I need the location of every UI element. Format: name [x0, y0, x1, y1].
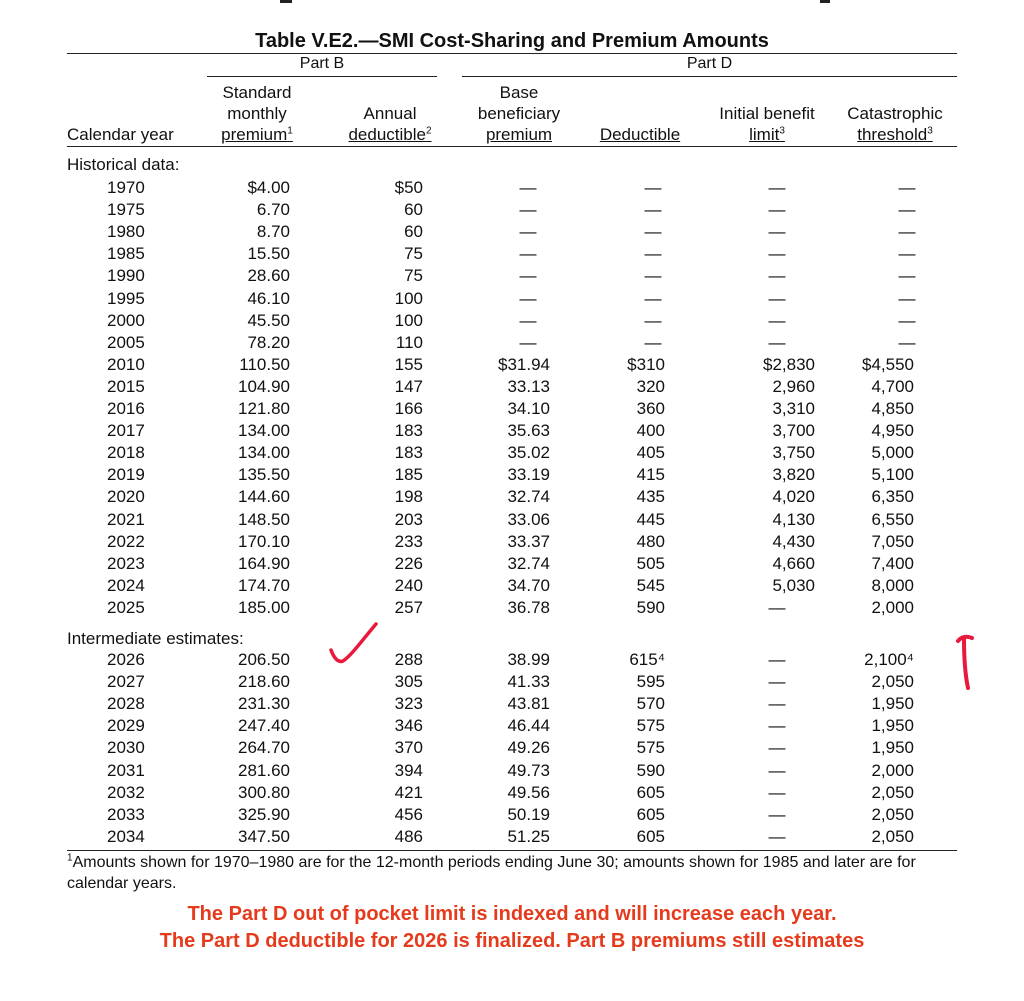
cell-year: 2015 — [107, 376, 145, 396]
cell-standard-premium: 347.50 — [238, 826, 290, 846]
cell-year: 2030 — [107, 738, 145, 758]
cell-year: 2024 — [107, 575, 145, 595]
page-edge-rule-right — [820, 0, 830, 3]
cell-deductible: 415 — [636, 465, 665, 485]
cell-base-premium: 33.19 — [507, 465, 550, 485]
cell-deductible: $310 — [627, 354, 665, 374]
cell-catastrophic-threshold: 7,050 — [871, 531, 914, 551]
annotation-note-line-2: The Part D deductible for 2026 is finalized. Part B premiums still estimates — [159, 930, 865, 952]
table-row — [0, 178, 1024, 200]
cell-deductible: 320 — [636, 376, 665, 396]
cell-deductible: 480 — [636, 531, 665, 551]
cell-catastrophic-threshold: — — [898, 332, 916, 352]
cell-initial-benefit-limit: — — [768, 597, 786, 617]
table-row — [0, 377, 1024, 399]
table-row — [0, 200, 1024, 222]
cell-year: 2000 — [107, 310, 145, 330]
section-label-intermediate: Intermediate estimates: — [67, 629, 244, 648]
cell-catastrophic-threshold: 5,100 — [871, 465, 914, 485]
cell-initial-benefit-limit: — — [768, 650, 786, 669]
cell-base-premium: 35.02 — [507, 443, 550, 463]
cell-standard-premium: 121.80 — [238, 399, 290, 418]
table-row — [0, 650, 1024, 672]
footnote: $^1$Amounts shown for 1970–1980 are for the 12-month periods ending June 30; amounts shown for 1985 and later are for calendar years. — [67, 852, 916, 892]
col-header-base-beneficiary-premium: Base beneficiary premium — [477, 83, 561, 144]
group-part-b-rule — [207, 76, 437, 77]
section-label-historical: Historical data: — [67, 155, 180, 174]
header-rule — [67, 146, 957, 147]
cell-catastrophic-threshold: 2,100⁴ — [864, 650, 914, 669]
cell-annual-deductible: 421 — [394, 782, 423, 802]
cell-deductible: 400 — [636, 421, 665, 441]
cell-initial-benefit-limit: — — [768, 804, 786, 824]
cell-catastrophic-threshold: 1,950 — [871, 738, 914, 758]
red-ink-mark-icon — [950, 630, 980, 695]
cell-annual-deductible: 183 — [394, 443, 423, 463]
cell-year: 2005 — [107, 332, 145, 352]
col-header-standard-monthly-premium: Standard monthly premium$^1$ — [221, 83, 293, 144]
cell-initial-benefit-limit: $2,830 — [763, 354, 815, 374]
cell-standard-premium: 325.90 — [238, 804, 290, 824]
cell-deductible: — — [644, 244, 662, 264]
cell-year: 2027 — [107, 672, 145, 692]
cell-year: 2029 — [107, 716, 145, 736]
cell-initial-benefit-limit: — — [768, 178, 786, 197]
group-part-d: Part D — [686, 55, 733, 72]
cell-deductible: 505 — [636, 553, 665, 573]
cell-deductible: 360 — [636, 399, 665, 418]
table-row — [0, 399, 1024, 421]
cell-standard-premium: 134.00 — [238, 443, 290, 463]
cell-deductible: — — [644, 200, 662, 220]
table-row — [0, 421, 1024, 443]
cell-initial-benefit-limit: — — [768, 288, 786, 308]
cell-base-premium: 43.81 — [507, 694, 550, 714]
cell-catastrophic-threshold: — — [898, 266, 916, 286]
cell-deductible: 605 — [636, 826, 665, 846]
cell-base-premium: — — [519, 266, 537, 286]
cell-year: 2033 — [107, 804, 145, 824]
cell-year: 2034 — [107, 826, 145, 846]
cell-annual-deductible: 147 — [394, 376, 423, 396]
cell-deductible: 590 — [636, 760, 665, 780]
cell-base-premium: 34.10 — [507, 399, 550, 418]
cell-year: 2018 — [107, 443, 145, 463]
cell-standard-premium: 164.90 — [238, 553, 290, 573]
group-part-b: Part B — [299, 55, 345, 72]
cell-base-premium: 32.74 — [507, 487, 550, 507]
cell-base-premium: 35.63 — [507, 421, 550, 441]
cell-annual-deductible: 226 — [394, 553, 423, 573]
cell-catastrophic-threshold: $4,550 — [862, 354, 914, 374]
cell-deductible: 435 — [636, 487, 665, 507]
table-row — [0, 244, 1024, 266]
red-checkmark-icon — [325, 620, 385, 670]
cell-annual-deductible: 60 — [404, 222, 423, 242]
annotation-note-line-1: The Part D out of pocket limit is indexed and will increase each year. — [187, 903, 837, 925]
cell-annual-deductible: 486 — [394, 826, 423, 846]
cell-base-premium: 46.44 — [507, 716, 550, 736]
cell-standard-premium: 134.00 — [238, 421, 290, 441]
cell-initial-benefit-limit: 4,020 — [772, 487, 815, 507]
cell-initial-benefit-limit: — — [768, 738, 786, 758]
cell-standard-premium: 218.60 — [238, 672, 290, 692]
cell-standard-premium: 15.50 — [247, 244, 290, 264]
page-edge-rule-left — [280, 0, 292, 3]
cell-annual-deductible: 198 — [394, 487, 423, 507]
cell-base-premium: 41.33 — [507, 672, 550, 692]
cell-initial-benefit-limit: — — [768, 200, 786, 220]
cell-deductible: — — [644, 288, 662, 308]
cell-catastrophic-threshold: — — [898, 222, 916, 242]
table-row — [0, 266, 1024, 288]
col-header-catastrophic-threshold: Catastrophic threshold$^3$ — [847, 104, 943, 144]
table-row — [0, 333, 1024, 355]
cell-year: 2025 — [107, 597, 145, 617]
cell-deductible: 615⁴ — [629, 650, 665, 669]
table-row — [0, 805, 1024, 827]
cell-initial-benefit-limit: 4,660 — [772, 553, 815, 573]
cell-year: 1990 — [107, 266, 145, 286]
cell-annual-deductible: 155 — [394, 354, 423, 374]
cell-annual-deductible: 100 — [394, 288, 423, 308]
cell-initial-benefit-limit: — — [768, 716, 786, 736]
table-row — [0, 694, 1024, 716]
cell-year: 2022 — [107, 531, 145, 551]
cell-initial-benefit-limit: 2,960 — [772, 376, 815, 396]
cell-deductible: 570 — [636, 694, 665, 714]
cell-base-premium: — — [519, 288, 537, 308]
title-rule — [67, 53, 957, 54]
table-row — [0, 716, 1024, 738]
cell-base-premium: 32.74 — [507, 553, 550, 573]
cell-initial-benefit-limit: 3,750 — [772, 443, 815, 463]
cell-year: 1995 — [107, 288, 145, 308]
cell-standard-premium: 110.50 — [239, 354, 290, 374]
cell-base-premium: 51.25 — [507, 826, 550, 846]
table-row — [0, 510, 1024, 532]
cell-initial-benefit-limit: — — [768, 332, 786, 352]
cell-year: 1985 — [107, 244, 145, 264]
cell-annual-deductible: 203 — [394, 509, 423, 529]
cell-year: 2031 — [107, 760, 145, 780]
cell-base-premium: 33.06 — [507, 509, 550, 529]
cell-catastrophic-threshold: 5,000 — [871, 443, 914, 463]
cell-initial-benefit-limit: — — [768, 222, 786, 242]
cell-standard-premium: 174.70 — [238, 575, 290, 595]
table-row — [0, 465, 1024, 487]
cell-deductible: 405 — [636, 443, 665, 463]
cell-annual-deductible: 456 — [394, 804, 423, 824]
cell-base-premium: — — [519, 332, 537, 352]
cell-standard-premium: 8.70 — [256, 222, 290, 242]
cell-year: 1980 — [107, 222, 145, 242]
cell-deductible: 590 — [636, 597, 665, 617]
cell-catastrophic-threshold: 6,550 — [871, 509, 914, 529]
cell-catastrophic-threshold: — — [898, 310, 916, 330]
cell-deductible: 605 — [636, 804, 665, 824]
cell-deductible: — — [644, 266, 662, 286]
cell-catastrophic-threshold: 2,050 — [871, 782, 914, 802]
cell-annual-deductible: 185 — [394, 465, 423, 485]
cell-catastrophic-threshold: — — [898, 200, 916, 220]
cell-standard-premium: 78.20 — [247, 332, 290, 352]
cell-catastrophic-threshold: 2,000 — [871, 760, 914, 780]
cell-annual-deductible: 305 — [394, 672, 423, 692]
col-header-initial-benefit-limit: Initial benefit limit$^3$ — [719, 104, 815, 144]
cell-catastrophic-threshold: 1,950 — [871, 694, 914, 714]
cell-catastrophic-threshold: 4,700 — [871, 376, 914, 396]
cell-standard-premium: 231.30 — [238, 694, 290, 714]
cell-catastrophic-threshold: — — [898, 244, 916, 264]
cell-year: 2019 — [107, 465, 145, 485]
cell-standard-premium: 281.60 — [238, 760, 290, 780]
table-row — [0, 598, 1024, 620]
table-row — [0, 827, 1024, 849]
cell-initial-benefit-limit: — — [768, 266, 786, 286]
cell-annual-deductible: 394 — [394, 760, 423, 780]
cell-year: 2017 — [107, 421, 145, 441]
cell-base-premium: 33.37 — [507, 531, 550, 551]
cell-initial-benefit-limit: 4,130 — [772, 509, 815, 529]
cell-initial-benefit-limit: 5,030 — [772, 575, 815, 595]
cell-initial-benefit-limit: — — [768, 826, 786, 846]
cell-deductible: 605 — [636, 782, 665, 802]
cell-initial-benefit-limit: — — [768, 760, 786, 780]
cell-year: 1970 — [107, 178, 145, 197]
cell-standard-premium: 45.50 — [247, 310, 290, 330]
cell-catastrophic-threshold: 8,000 — [871, 575, 914, 595]
table-row — [0, 672, 1024, 694]
cell-base-premium: 38.99 — [507, 650, 550, 669]
cell-base-premium: 36.78 — [507, 597, 550, 617]
cell-base-premium: 49.73 — [507, 760, 550, 780]
cell-initial-benefit-limit: 3,700 — [772, 421, 815, 441]
cell-annual-deductible: 288 — [394, 650, 423, 669]
cell-base-premium: — — [519, 178, 537, 197]
cell-base-premium: — — [519, 244, 537, 264]
cell-annual-deductible: 60 — [404, 200, 423, 220]
cell-base-premium: 49.56 — [507, 782, 550, 802]
cell-deductible: 445 — [636, 509, 665, 529]
cell-year: 2023 — [107, 553, 145, 573]
table-row — [0, 554, 1024, 576]
cell-year: 1975 — [107, 200, 145, 220]
cell-deductible: — — [644, 310, 662, 330]
cell-standard-premium: 264.70 — [238, 738, 290, 758]
table-row — [0, 487, 1024, 509]
cell-initial-benefit-limit: 4,430 — [772, 531, 815, 551]
cell-catastrophic-threshold: 2,000 — [871, 597, 914, 617]
cell-deductible: 545 — [636, 575, 665, 595]
bottom-rule — [67, 850, 957, 851]
cell-year: 2020 — [107, 487, 145, 507]
cell-standard-premium: 170.10 — [238, 531, 290, 551]
table-row — [0, 355, 1024, 377]
cell-annual-deductible: 240 — [394, 575, 423, 595]
table-row — [0, 443, 1024, 465]
table-row — [0, 311, 1024, 333]
cell-catastrophic-threshold: 4,850 — [871, 399, 914, 418]
cell-annual-deductible: 346 — [394, 716, 423, 736]
table-row — [0, 783, 1024, 805]
cell-deductible: — — [644, 222, 662, 242]
cell-annual-deductible: 233 — [394, 531, 423, 551]
cell-initial-benefit-limit: — — [768, 694, 786, 714]
cell-annual-deductible: 183 — [394, 421, 423, 441]
cell-standard-premium: 185.00 — [238, 597, 290, 617]
cell-standard-premium: 6.70 — [256, 200, 290, 220]
group-part-d-rule — [462, 76, 957, 77]
cell-standard-premium: 104.90 — [238, 376, 290, 396]
cell-initial-benefit-limit: — — [768, 244, 786, 264]
cell-base-premium: 50.19 — [507, 804, 550, 824]
cell-standard-premium: 144.60 — [238, 487, 290, 507]
cell-annual-deductible: 75 — [404, 266, 423, 286]
cell-standard-premium: 300.80 — [238, 782, 290, 802]
cell-catastrophic-threshold: 2,050 — [871, 672, 914, 692]
cell-catastrophic-threshold: 2,050 — [871, 826, 914, 846]
table-row — [0, 289, 1024, 311]
cell-initial-benefit-limit: 3,820 — [772, 465, 815, 485]
cell-annual-deductible: $50 — [394, 178, 423, 197]
table-row — [0, 222, 1024, 244]
cell-year: 2021 — [107, 509, 145, 529]
cell-catastrophic-threshold: 1,950 — [871, 716, 914, 736]
table-row — [0, 576, 1024, 598]
cell-year: 2028 — [107, 694, 145, 714]
cell-standard-premium: 247.40 — [238, 716, 290, 736]
cell-catastrophic-threshold: 2,050 — [871, 804, 914, 824]
cell-annual-deductible: 110 — [395, 332, 423, 352]
cell-deductible: 595 — [636, 672, 665, 692]
cell-year: 2032 — [107, 782, 145, 802]
cell-year: 2016 — [107, 399, 145, 418]
cell-year: 2026 — [107, 650, 145, 669]
cell-base-premium: — — [519, 222, 537, 242]
cell-initial-benefit-limit: — — [768, 310, 786, 330]
cell-base-premium: — — [519, 310, 537, 330]
cell-standard-premium: 148.50 — [238, 509, 290, 529]
cell-deductible: 575 — [636, 738, 665, 758]
cell-base-premium: — — [519, 200, 537, 220]
cell-catastrophic-threshold: — — [898, 288, 916, 308]
cell-initial-benefit-limit: — — [768, 672, 786, 692]
cell-standard-premium: 46.10 — [247, 288, 290, 308]
cell-base-premium: 33.13 — [507, 376, 550, 396]
cell-initial-benefit-limit: — — [768, 782, 786, 802]
cell-annual-deductible: 257 — [394, 597, 423, 617]
cell-annual-deductible: 166 — [394, 399, 423, 418]
cell-catastrophic-threshold: 4,950 — [871, 421, 914, 441]
col-header-deductible: Deductible — [599, 125, 681, 144]
cell-base-premium: 49.26 — [507, 738, 550, 758]
cell-annual-deductible: 100 — [394, 310, 423, 330]
cell-deductible: 575 — [636, 716, 665, 736]
cell-catastrophic-threshold: 7,400 — [871, 553, 914, 573]
table-row — [0, 532, 1024, 554]
cell-annual-deductible: 370 — [394, 738, 423, 758]
cell-standard-premium: 28.60 — [247, 266, 290, 286]
cell-initial-benefit-limit: 3,310 — [772, 399, 815, 418]
cell-year: 2010 — [107, 354, 145, 374]
cell-standard-premium: 206.50 — [238, 650, 290, 669]
cell-standard-premium: 135.50 — [238, 465, 290, 485]
cell-deductible: — — [644, 178, 662, 197]
col-header-annual-deductible: Annual deductible$^2$ — [348, 104, 432, 144]
cell-standard-premium: $4.00 — [247, 178, 290, 197]
cell-deductible: — — [644, 332, 662, 352]
table-row — [0, 738, 1024, 760]
cell-annual-deductible: 323 — [394, 694, 423, 714]
cell-catastrophic-threshold: 6,350 — [871, 487, 914, 507]
cell-annual-deductible: 75 — [404, 244, 423, 264]
cell-base-premium: 34.70 — [507, 575, 550, 595]
table-title: Table V.E2.—SMI Cost-Sharing and Premium Amounts — [255, 30, 769, 52]
table-row — [0, 761, 1024, 783]
cell-catastrophic-threshold: — — [898, 178, 916, 197]
col-header-year: Calendar year — [67, 125, 174, 144]
cell-base-premium: $31.94 — [498, 354, 550, 374]
